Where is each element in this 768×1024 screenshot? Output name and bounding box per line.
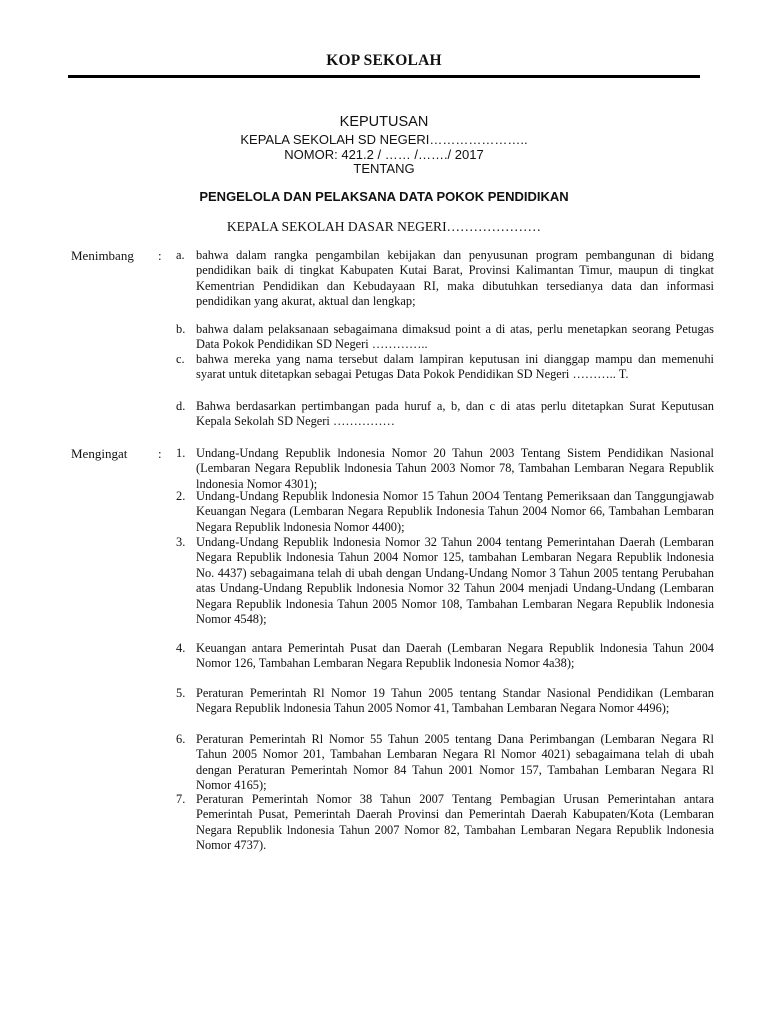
item-marker: a. [176,248,185,262]
letterhead-title: KOP SEKOLAH [326,52,442,69]
item-text: bahwa dalam rangka pengambilan kebijakan dan penyusunan program pembangunan di bidang pendidikan baik di tingkat Kabupaten Kutai Barat, Provinsi Kalimantan Timur, maupun di tingkat Kementrian Pendidikan dan Kebudayaan RI, maka dibutuhkan tersedianya data dan informasi pendidikan yang akurat, aktual dan lengkap; [196,248,714,309]
item-text: Undang-Undang Republik lndonesia Nomor 32 Tahun 2004 tentang Pemerintahan Daerah (Lembaran Negara Republik lndonesia Tahun 2004 Nomor 125, tambahan Lembaran Negara Republik lndonesia No. 4437) sebagaimana telah di ubah dengan Undang-Undang Nomor 3 Tahun 2005 tentang Perubahan atas Undang-Undang Republik lndonesia Nomor 32 Tahun 2004 menjadi Undang-Undang (Lembaran Negara Republik lndonesia Tahun 2005 Nomor 108, Tambahan Lembaran Negara Republik lndonesia Nomor 4548); [196,535,714,627]
item-marker: 2. [176,489,186,503]
item-text: Undang-Undang Republik lndonesia Nomor 15 Tahun 20O4 Tentang Pemeriksaan dan Tanggungjawab Keuangan Negara (Lembaran Negara Republik Indonesia Tahun 2004 Nomor 66, Tambahan Lembaran Negara Republik lndonesia Nomor 4400); [196,489,714,534]
item-marker: d. [176,399,186,413]
issuer-line: KEPALA SEKOLAH SD NEGERI………………….. [240,132,528,147]
item-marker: 5. [176,686,186,700]
item-marker: c. [176,352,185,366]
item-text: Peraturan Pemerintah Nomor 38 Tahun 2007 Tentang Pembagian Urusan Pemerintahan antara Pemerintah Pusat, Pemerintah Daerah Provinsi dan Pemerintah Daerah Kabupaten/Kota (Lembaran Negara Republik lndonesia Tahun 2007 Nomor 82, Tambahan Lembaran Negara Republik lndonesia Nomor 4737). [196,792,714,853]
mengingat-colon: : [158,446,162,461]
item-marker: 7. [176,792,186,806]
menimbang-label: Menimbang [71,248,134,263]
item-text: Peraturan Pemerintah Rl Nomor 55 Tahun 2005 tentang Dana Perimbangan (Lembaran Negara Rl Tahun 2005 Nomor 201, Tambahan Lembaran Negara Rl Nomor 4021) sebagaimana telah di ubah dengan Peraturan Pemerintah Nomor 84 Tahun 2001 Nomor 157, Tambahan Lembaran Negara Rl Nomor 4165); [196,732,714,793]
item-marker: 4. [176,641,186,655]
item-text: bahwa dalam pelaksanaan sebagaimana dimaksud point a di atas, perlu menetapkan seorang Petugas Data Pokok Pendidikan SD Negeri ………….. [196,322,714,352]
item-text: Undang-Undang Republik lndonesia Nomor 20 Tahun 2003 Tentang Sistem Pendidikan Nasional (Lembaran Negara Republik lndonesia Tahun 2003 Nomor 78, Tambahan Lembaran Negara Republik lndonesia Nomor 4301); [196,446,714,491]
tentang-label: TENTANG [353,161,415,176]
item-text: Peraturan Pemerintah Rl Nomor 19 Tahun 2005 tentang Standar Nasional Pendidikan (Lembaran Negara Republik lndonesia Tahun 2005 Nomor 41, Tambahan Lembaran Negara Nomor 4496); [196,686,714,716]
item-text: bahwa mereka yang nama tersebut dalam lampiran keputusan ini dianggap mampu dan memenuhi syarat untuk ditetapkan sebagai Petugas Data Pokok Pendidikan SD Negeri ……….. T. [196,352,714,382]
letterhead-rule [68,75,700,78]
issuer-heading: KEPALA SEKOLAH DASAR NEGERI………………… [226,219,542,234]
item-text: Bahwa berdasarkan pertimbangan pada huruf a, b, dan c di atas perlu ditetapkan Surat Keputusan Kepala Sekolah SD Negeri …………… [196,399,714,429]
item-text: Keuangan antara Pemerintah Pusat dan Daerah (Lembaran Negara Republik lndonesia Tahun 2004 Nomor 126, Tambahan Lembaran Negara Republik lndonesia Nomor 4a38); [196,641,714,671]
decree-number: NOMOR: 421.2 / …… /……./ 2017 [284,147,484,162]
mengingat-label: Mengingat [71,446,128,461]
item-marker: b. [176,322,186,336]
menimbang-colon: : [158,248,162,263]
decree-subject: PENGELOLA DAN PELAKSANA DATA POKOK PENDIDIKAN [199,189,569,204]
item-marker: 6. [176,732,186,746]
decree-title: KEPUTUSAN [339,114,429,130]
item-marker: 3. [176,535,186,549]
item-marker: 1. [176,446,186,460]
